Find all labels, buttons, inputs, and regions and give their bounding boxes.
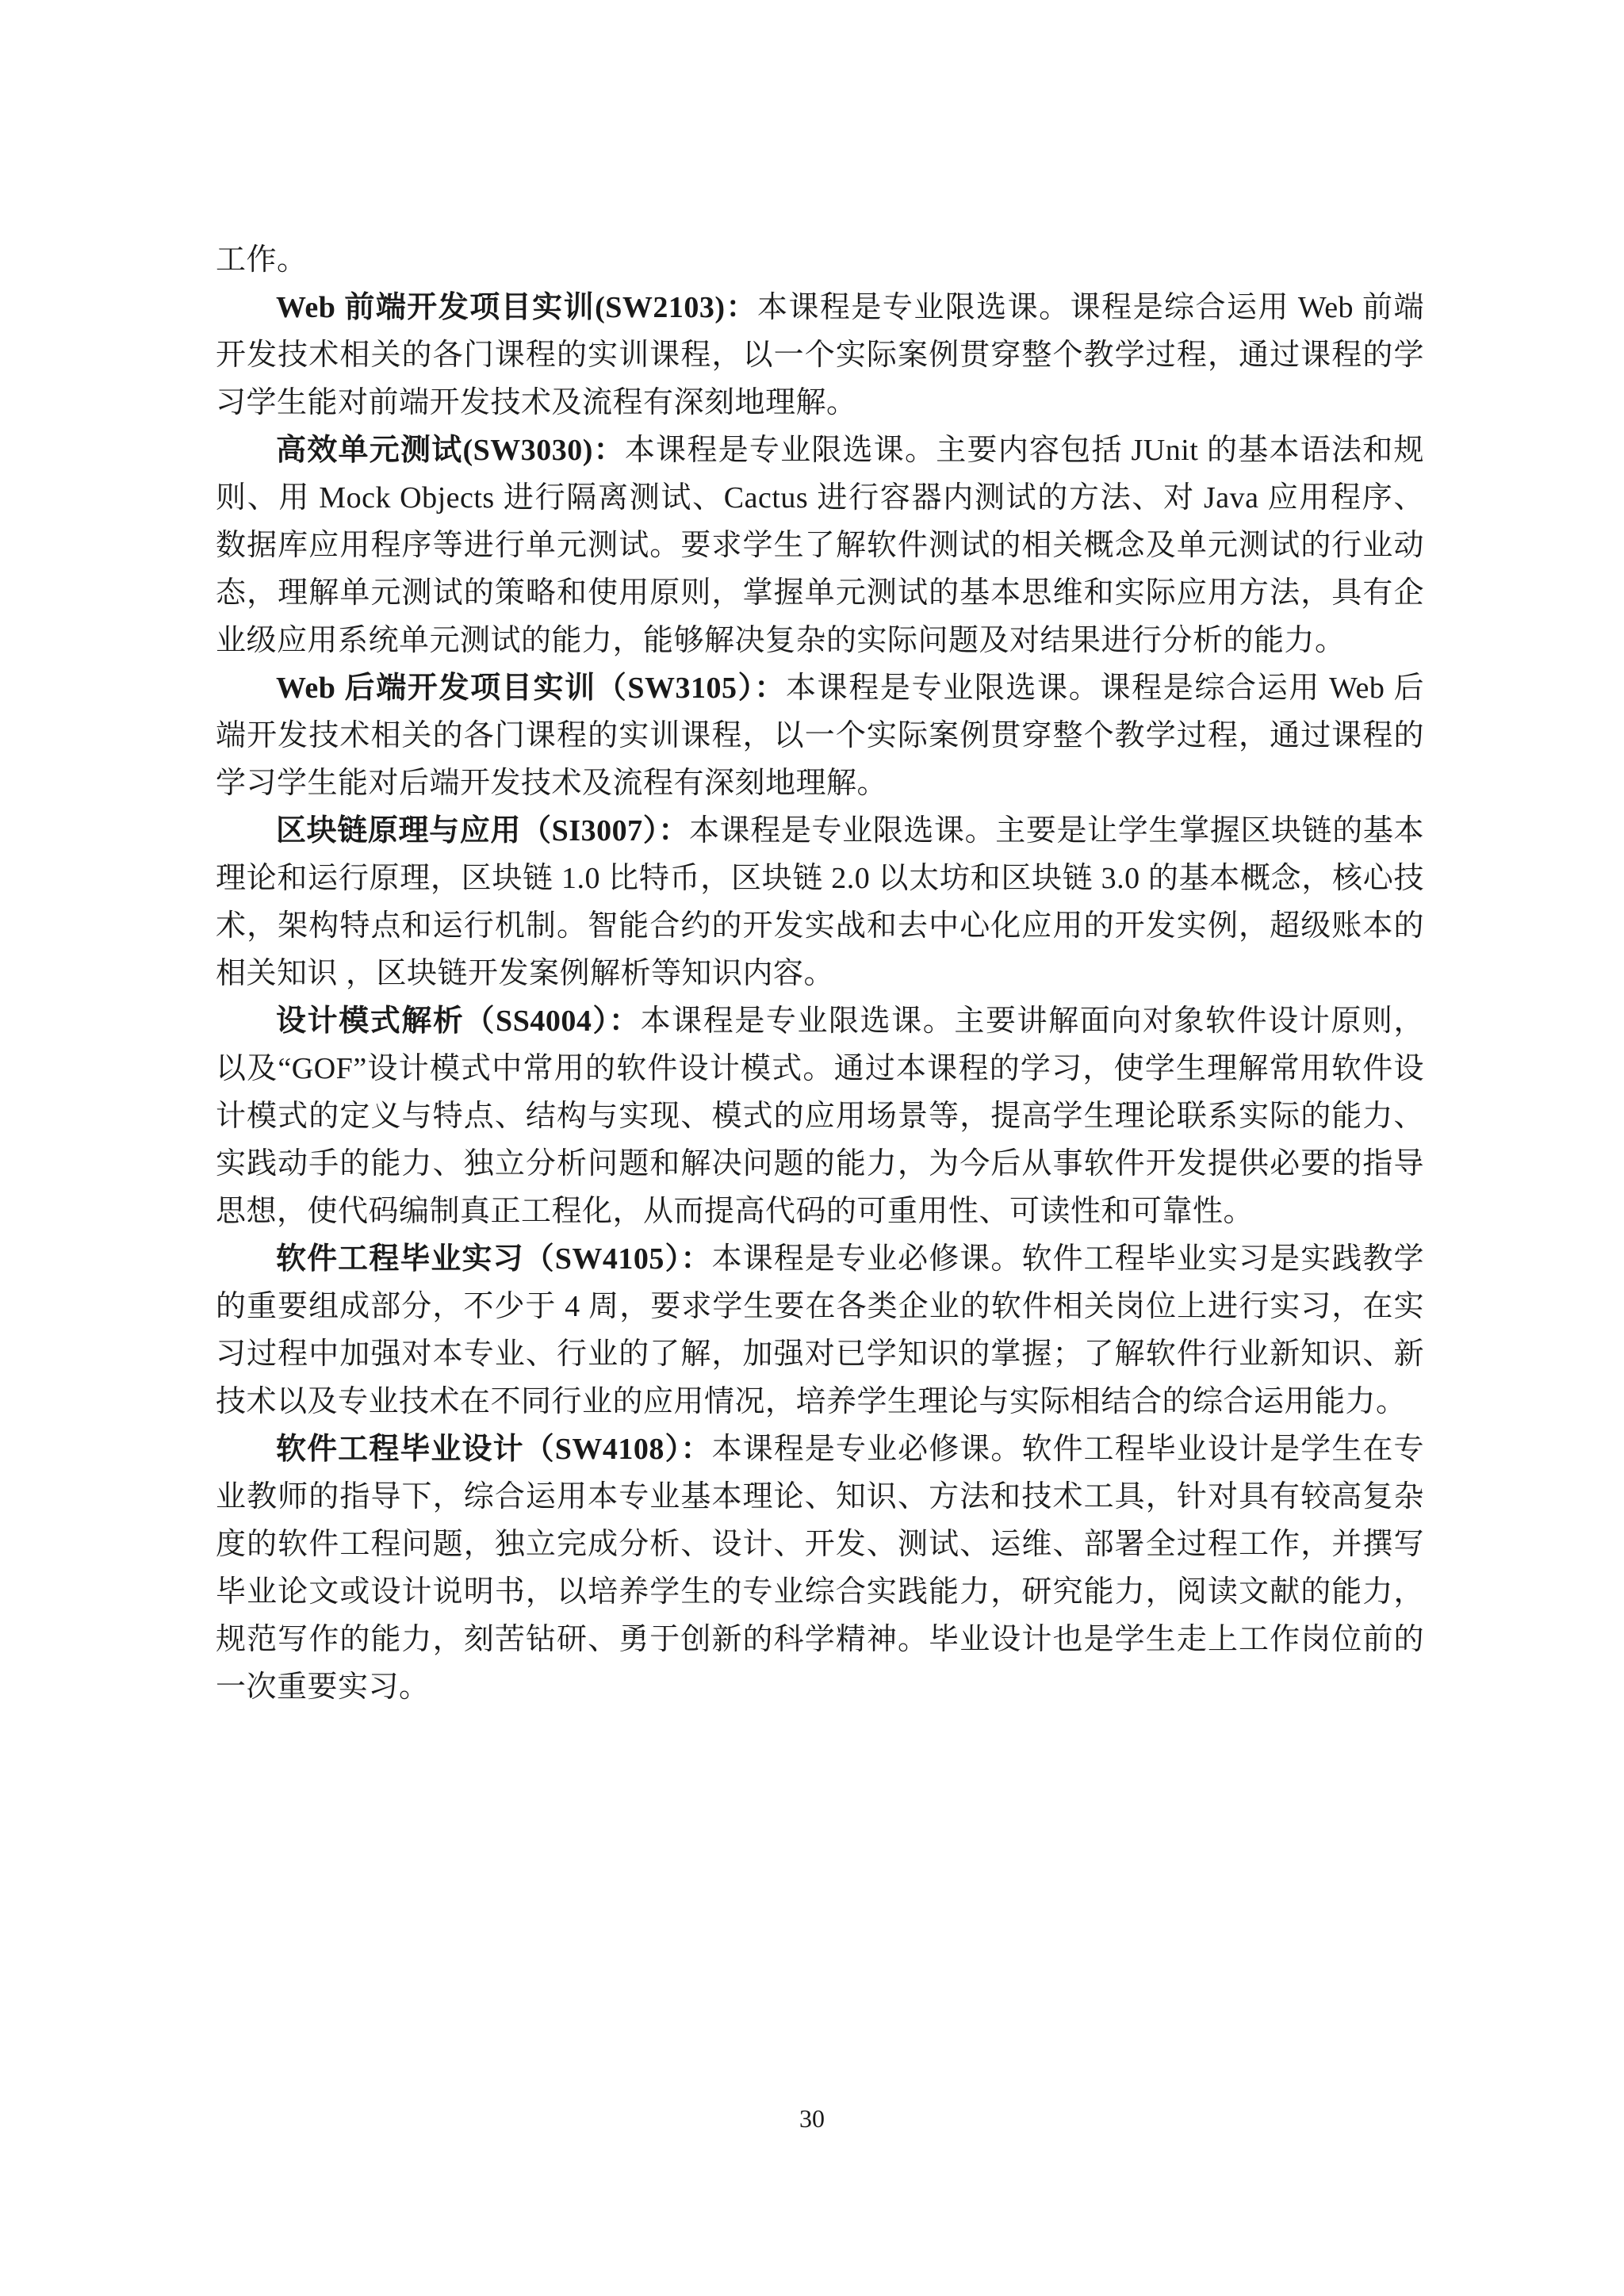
course-paragraph-graduation-internship [216, 1235, 1424, 1425]
course-title: 软件工程毕业实习（SW4105）： [276, 1242, 712, 1276]
course-description: 本课程是专业限选课。课程是综合运用 Web 前端开发技术相关的各门课程的实训课程，以一个实际案例贯穿整个教学过程，通过课程的学习学生能对前端开发技术及流程有深刻地理解。 [216, 291, 1424, 419]
course-paragraph-design-patterns [216, 997, 1424, 1235]
course-title: 设计模式解析（SS4004）： [276, 1004, 641, 1038]
course-description: 本课程是专业必修课。软件工程毕业实习是实践教学的重要组成部分，不少于 4 周，要求学生要在各类企业的软件相关岗位上进行实习，在实习过程中加强对本专业、行业的了解，加强对已学知识的掌握；了解软件行业新知识、新技术以及专业技术在不同行业的应用情况，培养学生理论与实际相结合的综合运用能力。 [216, 1242, 1424, 1418]
paragraph-text: 工作。 [216, 243, 308, 277]
course-paragraph-web-backend [216, 664, 1424, 807]
course-title: Web 前端开发项目实训(SW2103)： [276, 291, 757, 324]
course-title: Web 后端开发项目实训（SW3105）： [276, 672, 786, 705]
course-description: 本课程是专业限选课。主要讲解面向对象软件设计原则，以及“GOF”设计模式中常用的软件设计模式。通过本课程的学习，使学生理解常用软件设计模式的定义与特点、结构与实现、模式的应用场景等，提高学生理论联系实际的能力、实践动手的能力、独立分析问题和解决问题的能力，为今后从事软件开发提供必要的指导思想，使代码编制真正工程化，从而提高代码的可重用性、可读性和可靠性。 [216, 1004, 1424, 1228]
course-title: 区块链原理与应用（SI3007）： [276, 814, 689, 848]
course-description: 本课程是专业限选课。主要内容包括 JUnit 的基本语法和规则、用 Mock Objects 进行隔离测试、Cactus 进行容器内测试的方法、对 Java 应用程序、数据库应用程序等进行单元测试。要求学生了解软件测试的相关概念及单元测试的行业动态，理解单元测试的策略和使用原则，掌握单元测试的基本思维和实际应用方法，具有企业级应用系统单元测试的能力，能够解决复杂的实际问题及对结果进行分析的能力。 [216, 434, 1424, 657]
page-number: 30 [799, 2104, 825, 2133]
course-paragraph-unit-testing [216, 427, 1424, 664]
course-title: 软件工程毕业设计（SW4108）： [276, 1433, 712, 1466]
course-paragraph-web-frontend [216, 284, 1424, 427]
course-paragraph-graduation-project [216, 1425, 1424, 1711]
course-description: 本课程是专业限选课。主要是让学生掌握区块链的基本理论和运行原理，区块链 1.0 比特币，区块链 2.0 以太坊和区块链 3.0 的基本概念，核心技术，架构特点和运行机制。智能合约的开发实战和去中心化应用的开发实例，超级账本的相关知识 ，区块链开发案例解析等知识内容。 [216, 814, 1424, 990]
course-description: 本课程是专业必修课。软件工程毕业设计是学生在专业教师的指导下，综合运用本专业基本理论、知识、方法和技术工具，针对具有较高复杂度的软件工程问题，独立完成分析、设计、开发、测试、运维、部署全过程工作，并撰写毕业论文或设计说明书，以培养学生的专业综合实践能力，研究能力，阅读文献的能力，规范写作的能力，刻苦钻研、勇于创新的科学精神。毕业设计也是学生走上工作岗位前的一次重要实习。 [216, 1433, 1424, 1704]
course-paragraph-blockchain [216, 807, 1424, 997]
course-description: 本课程是专业限选课。课程是综合运用 Web 后端开发技术相关的各门课程的实训课程，以一个实际案例贯穿整个教学过程，通过课程的学习学生能对后端开发技术及流程有深刻地理解。 [216, 672, 1424, 800]
page-content [216, 236, 1424, 1711]
paragraph-continuation [216, 236, 1424, 284]
course-title: 高效单元测试(SW3030)： [276, 434, 625, 467]
